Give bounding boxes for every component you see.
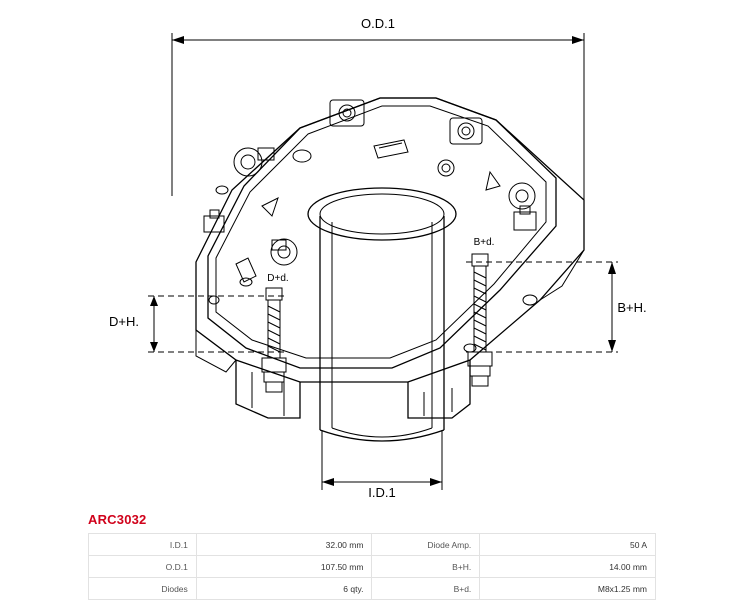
spec-label-bh: B+H. [372, 556, 480, 578]
dimension-label-b-plus-d: B+d. [473, 237, 495, 248]
spec-label-id1: I.D.1 [89, 534, 197, 556]
part-code: ARC3032 [88, 512, 147, 527]
dimension-label-od1: O.D.1 [361, 16, 395, 31]
terminal-stud-b-plus [468, 237, 494, 386]
dimension-dh [109, 296, 286, 352]
spec-label-od1: O.D.1 [89, 556, 197, 578]
spec-value-od1: 107.50 mm [196, 556, 372, 578]
spec-value-diode-amp: 50 A [480, 534, 656, 556]
spec-label-bd: B+d. [372, 578, 480, 600]
specifications-table [88, 533, 656, 600]
spec-label-diode-amp: Diode Amp. [372, 534, 480, 556]
dimension-label-dh: D+H. [109, 314, 139, 329]
dimension-label-d-plus-d: D+d. [267, 273, 289, 284]
spec-label-diodes: Diodes [89, 578, 197, 600]
table-row [89, 534, 656, 556]
spec-value-id1: 32.00 mm [196, 534, 372, 556]
dimension-label-bh: B+H. [617, 300, 647, 315]
spec-value-bd: M8x1.25 mm [480, 578, 656, 600]
rectifier-body [196, 98, 584, 441]
dimension-label-id1: I.D.1 [368, 485, 396, 500]
spec-value-bh: 14.00 mm [480, 556, 656, 578]
table-row [89, 578, 656, 600]
dimension-bh [466, 262, 647, 352]
spec-value-diodes: 6 qty. [196, 578, 372, 600]
table-row [89, 556, 656, 578]
